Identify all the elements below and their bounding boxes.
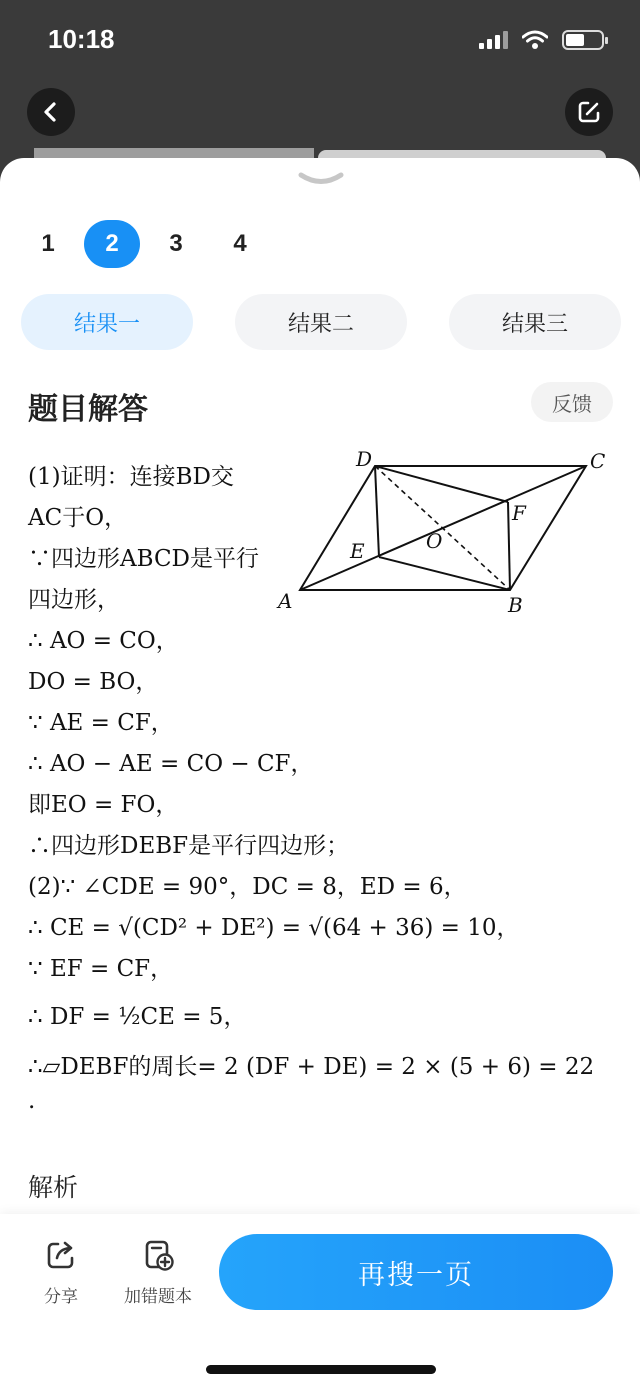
point-label-e: E	[350, 539, 365, 563]
solution-line: ∵ AE = CF，	[28, 710, 174, 736]
page-tab-4[interactable]: 4	[233, 230, 247, 257]
solution-line: ∴ AO = CO，	[28, 628, 179, 654]
solution-line: AC于O，	[28, 505, 128, 531]
search-again-button[interactable]: 再搜一页	[219, 1234, 613, 1310]
edit-icon	[576, 99, 602, 125]
solution-line: ∴▱DEBF的周长= 2 (DF + DE) = 2 × (5 + 6) = 22	[28, 1054, 595, 1080]
solution-line: .	[28, 1088, 36, 1114]
solution-line: 即EO = FO，	[28, 792, 179, 818]
share-icon	[44, 1238, 78, 1272]
result-tabs	[21, 294, 621, 350]
battery-icon	[562, 30, 604, 50]
collapse-handle-icon[interactable]	[298, 172, 344, 186]
result-tab-3[interactable]: 结果三	[449, 294, 621, 350]
page-tab-2[interactable]: 2	[84, 220, 140, 268]
result-tab-2[interactable]: 结果二	[235, 294, 407, 350]
point-label-f: F	[512, 501, 526, 525]
solution-line: DO = BO，	[28, 669, 159, 695]
vertex-label-b: B	[508, 593, 523, 617]
wifi-icon	[522, 30, 548, 50]
parallelogram-figure	[270, 444, 620, 620]
solution-line: ∴ CE = √(CD² + DE²) = √(64 + 36) = 10，	[28, 915, 520, 941]
solution-line: ∵ EF = CF，	[28, 956, 174, 982]
section-title: 题目解答	[28, 392, 148, 427]
vertex-label-c: C	[590, 449, 606, 473]
solution-line: ∴ DF = ½CE = 5，	[28, 1004, 247, 1030]
add-notebook-icon	[141, 1238, 175, 1272]
solution-line: 四边形，	[28, 587, 120, 613]
solution-line: (1)证明：连接BD交	[28, 464, 234, 490]
vertex-label-d: D	[356, 447, 373, 471]
signal-icon	[479, 31, 508, 49]
back-arrow-icon	[40, 101, 62, 123]
solution-line: ∵四边形ABCD是平行	[28, 546, 259, 572]
page-tab-3[interactable]: 3	[169, 230, 183, 257]
solution-line: ∴ AO − AE = CO − CF，	[28, 751, 314, 777]
feedback-button[interactable]: 反馈	[531, 382, 613, 422]
home-indicator	[206, 1365, 436, 1374]
point-label-o: O	[426, 529, 443, 553]
result-sheet	[0, 158, 640, 1388]
edit-button[interactable]	[565, 88, 613, 136]
result-tab-1[interactable]: 结果一	[21, 294, 193, 350]
share-button[interactable]	[21, 1238, 101, 1307]
status-bar	[0, 0, 640, 80]
status-icons	[479, 30, 604, 50]
vertex-label-a: A	[278, 589, 293, 613]
solution-line: (2)∵ ∠CDE = 90°，DC = 8，ED = 6，	[28, 874, 467, 900]
page-tab-1[interactable]: 1	[41, 230, 55, 257]
add-to-mistakes-label: 加错题本	[124, 1287, 192, 1307]
share-label: 分享	[44, 1287, 78, 1307]
back-button[interactable]	[27, 88, 75, 136]
analysis-label: 解析	[28, 1173, 79, 1202]
status-time: 10:18	[48, 24, 115, 54]
bottom-action-bar	[0, 1214, 640, 1388]
add-to-mistakes-button[interactable]	[118, 1238, 198, 1307]
page-selector	[20, 220, 268, 268]
solution-line: ∴四边形DEBF是平行四边形；	[28, 833, 350, 859]
